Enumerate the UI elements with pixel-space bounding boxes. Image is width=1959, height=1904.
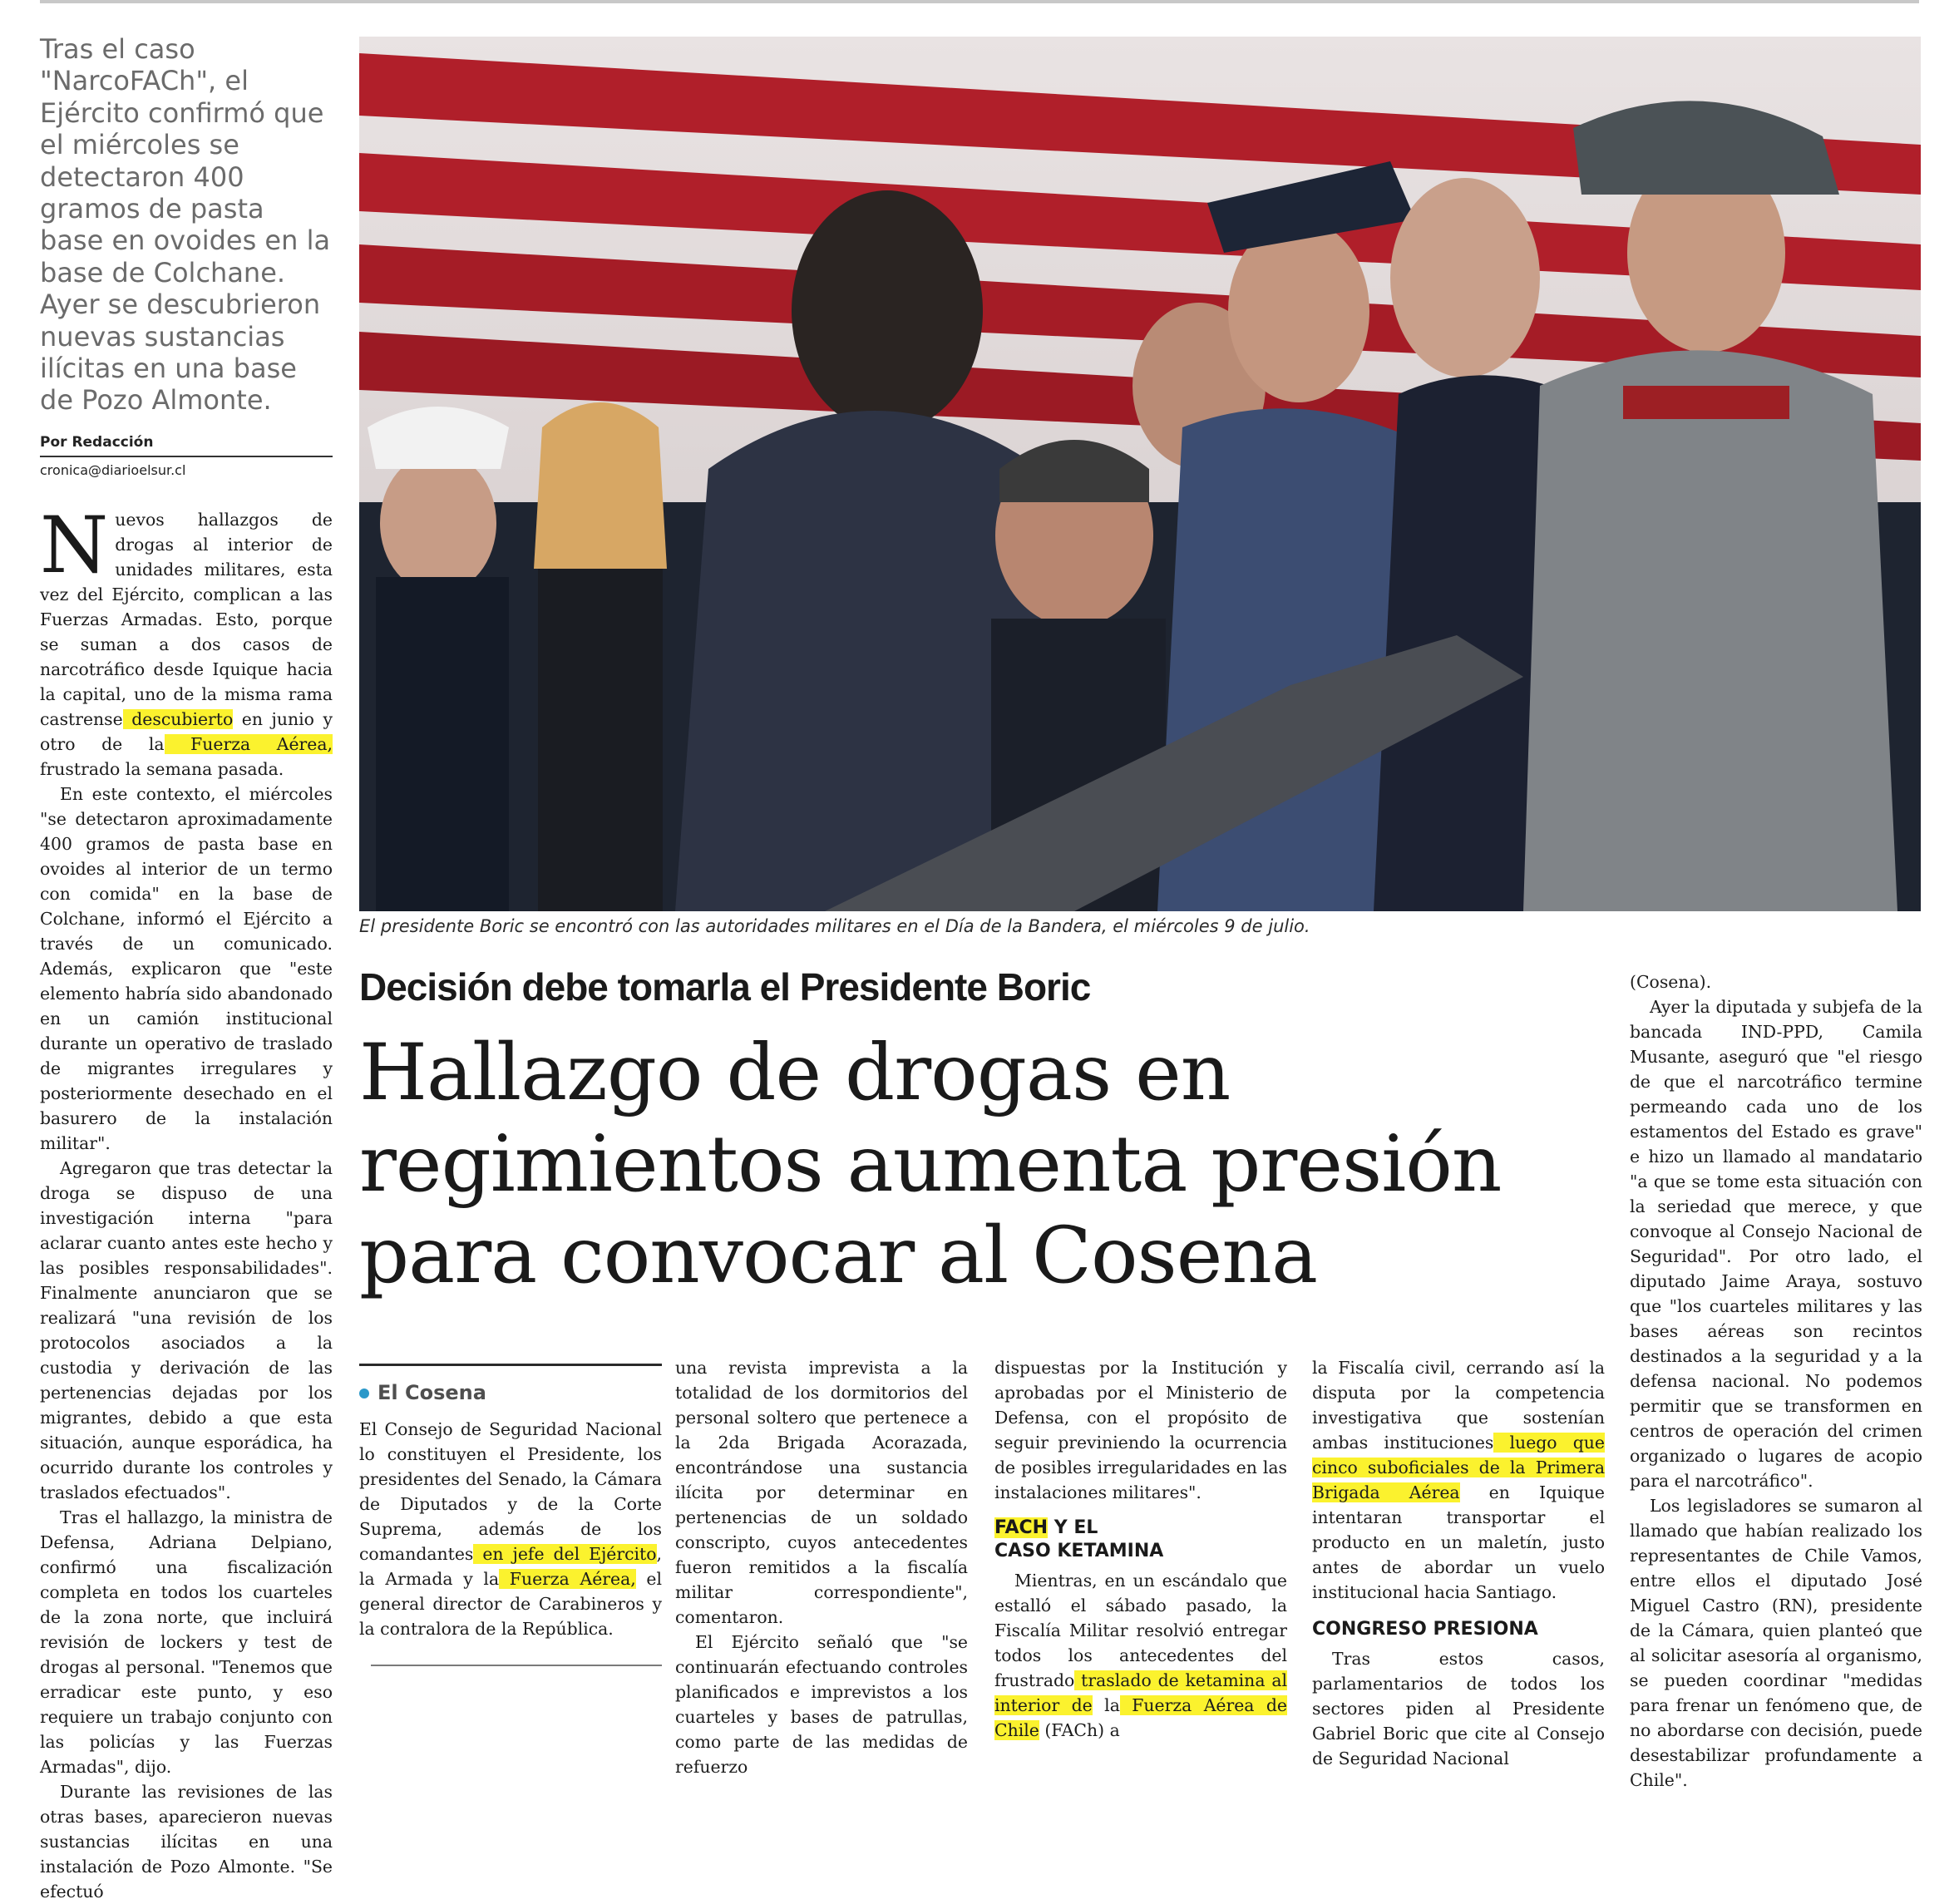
article-column-6 <box>1630 969 1922 1793</box>
byline-author: Por Redacción <box>40 434 154 451</box>
highlighted-text: en jefe del Ejército <box>473 1544 657 1564</box>
paragraph: (Cosena). <box>1630 972 1712 992</box>
box-title: El Cosena <box>359 1380 662 1405</box>
box-bottom-rule <box>371 1665 662 1666</box>
news-photo <box>359 37 1921 911</box>
paragraph: El Consejo de Seguridad Nacional lo constituyen el Presidente, los presidentes del Senado, la Cámara de Diputados y de la Corte Suprema, además de los comandantes en jefe del Ejército, la Armada y la Fuerza Aérea, el general director de Carabineros y la contralora de la República. <box>359 1419 662 1639</box>
paragraph: En este contexto, el miércoles "se detectaron aproximadamente 400 gramos de pasta base en ovoides al interior de un termo con comida" en la base de Colchane, informó el Ejército a través de un comunicado. Además, explicaron que "este elemento habría sido abandonado en un camión institucional durante un operativo de traslado de migrantes irregulares y posteriormente desechado en el basurero de la instalación militar". <box>40 784 333 1153</box>
paragraph: El Ejército señaló que "se continuarán efectuando controles planificados e imprevistos a los cuarteles y bases de patrullas, como parte de las medidas de refuerzo <box>675 1632 968 1777</box>
headline-line: regimientos aumenta presión <box>359 1119 1502 1210</box>
photo-caption: El presidente Boric se encontró con las autoridades militares en el Día de la Bandera, el miércoles 9 de julio. <box>359 916 1310 936</box>
box-top-rule <box>359 1364 662 1366</box>
headline <box>359 1028 1606 1302</box>
byline-email: cronica@diarioelsur.cl <box>40 462 186 478</box>
section-subhead: FACH Y EL <box>994 1517 1098 1538</box>
paragraph: Mientras, en un escándalo que estalló el sábado pasado, la Fiscalía Militar resolvió entregar todos los antecedentes del frustrado traslado de ketamina al interior de la Fuerza Aérea de Chile (FACh) a <box>994 1571 1287 1740</box>
section-subhead: CASO KETAMINA <box>994 1541 1164 1561</box>
cosena-box <box>359 1380 662 1641</box>
paragraph: una revista imprevista a la totalidad de los dormitorios del personal soltero que pertenece a la 2da Brigada Acorazada, encontrándose una sustancia ilícita por determinar en pertenencias de un soldado conscripto, cuyos antecedentes fueron remitidos a la fiscalía militar correspondiente", comentaron. <box>675 1358 968 1627</box>
article-column-5 <box>1312 1355 1605 1771</box>
bullet-dot-icon <box>359 1389 369 1398</box>
kicker: Decisión debe tomarla el Presidente Boric <box>359 965 1091 1009</box>
byline <box>40 434 333 457</box>
paragraph: la Fiscalía civil, cerrando así la disputa por la competencia investigativa que sostenían ambas instituciones luego que cinco suboficiales de la Primera Brigada Aérea en Iquique intentaran transportar el producto en un maletín, justo antes de abordar un vuelo institucional hacia Santiago. <box>1312 1358 1605 1602</box>
headline-line: para convocar al Cosena <box>359 1211 1317 1301</box>
section-subhead: CONGRESO PRESIONA <box>1312 1619 1538 1640</box>
highlighted-text: Primera Brigada Aérea <box>1312 1458 1605 1502</box>
highlighted-text: Fuerza Aérea, <box>164 734 333 754</box>
highlighted-text: Fuerza Aérea de Chile <box>994 1695 1287 1740</box>
paragraph: dispuestas por la Institución y aprobadas por el Ministerio de Defensa, con el propósito de seguir previniendo la ocurrencia de posibles irregularidades en las instalaciones militares". <box>994 1358 1287 1502</box>
drop-cap: N <box>40 501 109 591</box>
article-column-4 <box>994 1355 1287 1743</box>
paragraph: Tras estos casos, parlamentarios de todos los sectores piden al Presidente Gabriel Boric que cite al Consejo de Seguridad Nacional <box>1312 1649 1605 1768</box>
paragraph: Durante las revisiones de las otras bases, aparecieron nuevas sustancias ilícitas en una instalación de Pozo Almonte. "Se efectuó <box>40 1782 333 1902</box>
headline-line: Hallazgo de drogas en <box>359 1028 1231 1118</box>
article-column-1 <box>40 501 333 1904</box>
highlighted-text: Fuerza Aérea, <box>499 1569 636 1589</box>
highlighted-text: descubierto <box>122 709 234 729</box>
paragraph: Tras el hallazgo, la ministra de Defensa, Adriana Delpiano, confirmó una fiscalización completa en todos los cuarteles de la zona norte, que incluirá revisión de lockers y test de drogas al personal. "Tenemos que erradicar este punto, y eso requiere un trabajo conjunto con las policías y las Fuerzas Armadas", dijo. <box>40 1507 333 1777</box>
highlighted-text: FACH <box>994 1517 1049 1538</box>
paragraph: Los legisladores se sumaron al llamado que habían realizado los representantes de Chile Vamos, entre ellos el diputado José Miguel Castro (RN), presidente de la Cámara, quien planteó que al solicitar asesoría al organismo, se pueden coordinar "medidas para frenar un fenómeno que, de no abordarse con decisión, puede desestabilizar profundamente a Chile". <box>1630 1496 1922 1790</box>
highlighted-text: luego que cinco suboficiales de la <box>1312 1433 1605 1477</box>
top-rule <box>40 0 1919 3</box>
paragraph: Ayer la diputada y subjefa de la bancada IND-PPD, Camila Musante, aseguró que "el riesgo de que el narcotráfico termine permeando cada uno de los estamentos del Estado es grave" e hizo un llamado al mandatario "a que se tome esta situación con la seriedad que merece, y que convoque al Consejo Nacional de Seguridad". Por otro lado, el diputado Jaime Araya, sostuvo que "los cuarteles militares y las bases aéreas son recintos destinados a la seguridad y a la defensa nacional. No podemos permitir que se transformen en centros de operación del crimen organizado o lugares de acopio para el narcotráfico". <box>1630 997 1922 1491</box>
paragraph: Nuevos hallazgos de drogas al interior de unidades militares, esta vez del Ejército, complican a las Fuerzas Armadas. Esto, porque se suman a dos casos de narcotráfico desde Iquique hacia la capital, uno de la misma rama castrense descubierto en junio y otro de la Fuerza Aérea, frustrado la semana pasada. <box>40 501 333 779</box>
lead-deck: Tras el caso "NarcoFACh", el Ejército confirmó que el miércoles se detectaron 400 gramos de pasta base en ovoides en la base de Colchane. Ayer se descubrieron nuevas sustancias ilícitas en una base de Pozo Almonte. <box>40 33 331 417</box>
highlighted-text: traslado de ketamina al interior de <box>994 1670 1287 1715</box>
photo-illustration <box>359 37 1921 911</box>
paragraph: Agregaron que tras detectar la droga se dispuso de una investigación interna "para aclarar cuanto antes este hecho y las posibles responsabilidades". Finalmente anunciaron que se realizará "una revisión de los protocolos asociados a la custodia y derivación de las pertenencias dejadas por los migrantes, debido a que esta situación, aunque esporádica, ha ocurrido durante los controles y traslados efectuados". <box>40 1158 333 1502</box>
article-column-3 <box>675 1355 968 1779</box>
